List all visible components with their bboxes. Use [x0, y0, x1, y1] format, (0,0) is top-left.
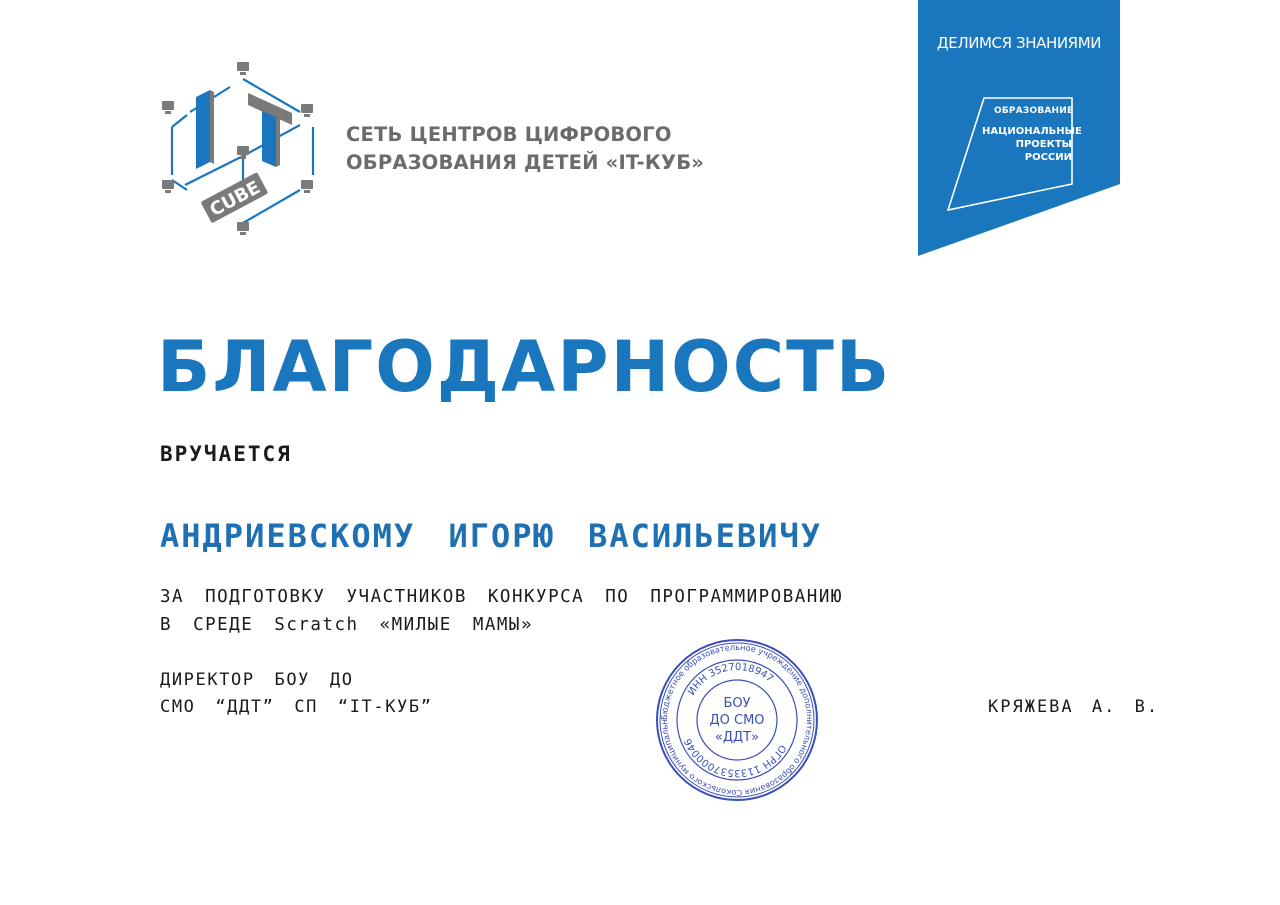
reason-line-2: В СРЕДЕ Scratch «МИЛЫЕ МАМЫ»	[160, 615, 534, 635]
recipient-name: АНДРИЕВСКОМУ ИГОРЮ ВАСИЛЬЕВИЧУ	[160, 517, 822, 555]
ribbon-np-line-2: ПРОЕКТЫ	[1015, 139, 1072, 150]
stamp-seal-icon	[652, 635, 822, 805]
signatory-position-line-1: ДИРЕКТОР БОУ ДО	[160, 670, 354, 690]
certificate-title: БЛАГОДАРНОСТЬ	[157, 326, 892, 408]
organization-line-2: ОБРАЗОВАНИЯ ДЕТЕЙ «IT-КУБ»	[346, 151, 705, 174]
stamp-ogrn: ОГРН 1133537000046	[682, 736, 788, 779]
reason-line-1: ЗА ПОДГОТОВКУ УЧАСТНИКОВ КОНКУРСА ПО ПРОГРАММИРОВАНИЮ	[160, 587, 843, 607]
stamp-outer-text: Бюджетное образовательное учреждение дополнительного образования Сокольского муниципальн	[658, 641, 816, 799]
stamp-center-line-1: БОУ	[723, 696, 751, 711]
signatory-position-line-2: СМО “ДДТ” СП “IT-КУБ”	[160, 697, 433, 717]
presented-to-label: ВРУЧАЕТСЯ	[160, 442, 292, 466]
stamp-center-line-2: ДО СМО	[709, 713, 765, 728]
national-projects-ribbon	[918, 0, 1120, 256]
ribbon-np-line-3: РОССИИ	[1024, 152, 1072, 163]
svg-text:ИНН 3527018947	[686, 662, 775, 698]
it-cube-hexagon-icon	[150, 55, 340, 245]
stamp-inn: ИНН 3527018947	[686, 661, 776, 698]
official-stamp	[652, 635, 822, 805]
ribbon-slogan: ДЕЛИМСЯ ЗНАНИЯМИ	[936, 34, 1102, 52]
ribbon-np-line-1: НАЦИОНАЛЬНЫЕ	[982, 126, 1082, 137]
it-cube-logo	[150, 55, 340, 245]
stamp-center-line-3: «ДДТ»	[714, 730, 760, 745]
ribbon-national-projects	[982, 125, 1082, 164]
ribbon-education-label: ОБРАЗОВАНИЕ	[994, 106, 1074, 116]
signatory-name: КРЯЖЕВА А. В.	[988, 697, 1160, 717]
organization-line-1: СЕТЬ ЦЕНТРОВ ЦИФРОВОГО	[346, 123, 672, 146]
organization-name	[346, 121, 704, 177]
logo-cube-text: CUBE	[206, 177, 264, 221]
